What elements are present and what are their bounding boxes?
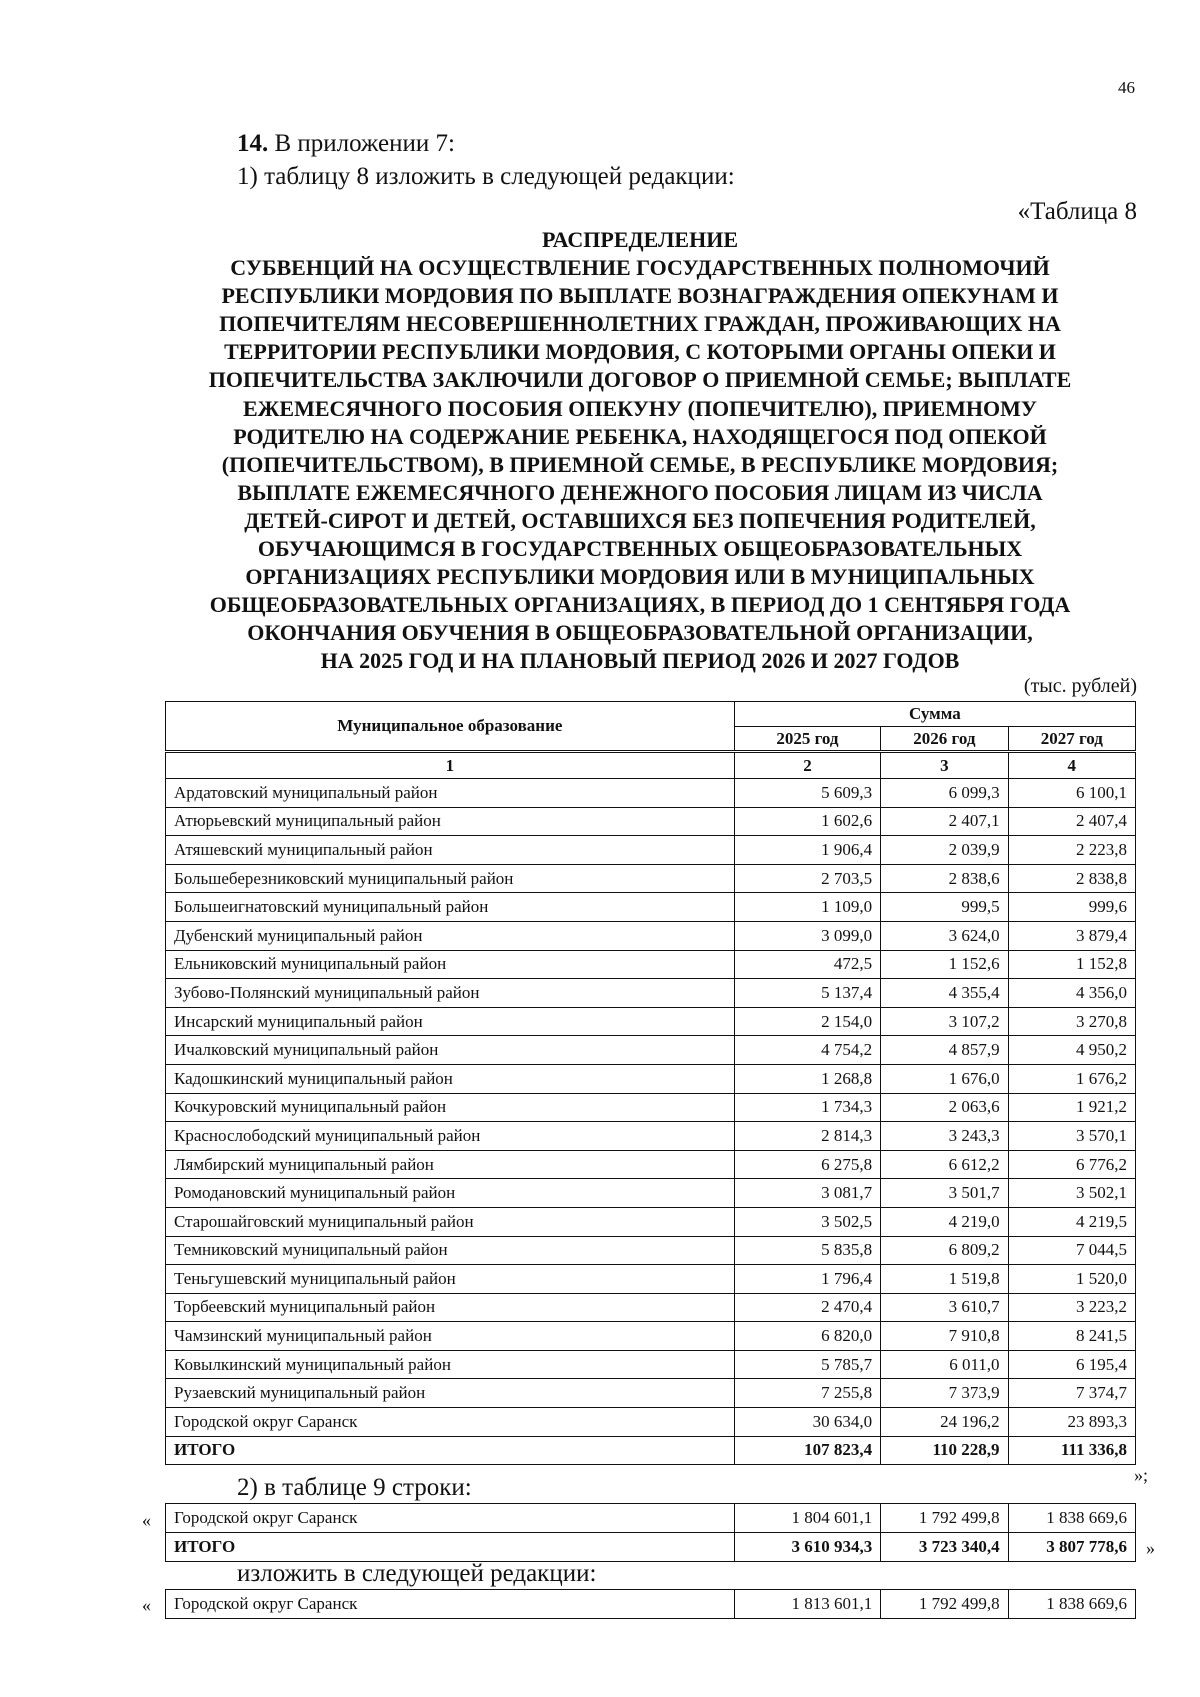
total-2027: 111 336,8 [1008,1436,1135,1465]
total-2026: 110 228,9 [881,1436,1008,1465]
row-2026: 1 519,8 [881,1265,1008,1294]
table-row [166,979,1136,1008]
row-2025: 3 081,7 [734,1179,880,1208]
row-2027: 1 921,2 [1008,1093,1135,1122]
row-2026: 3 107,2 [881,1007,1008,1036]
table-row [166,1093,1136,1122]
row-2025: 3 610 934,3 [734,1533,880,1562]
row-name: Зубово-Полянский муниципальный район [166,979,735,1008]
table-row [166,864,1136,893]
row-2026: 3 624,0 [881,921,1008,950]
subitem-3: изложить в следующей редакции: [237,1560,597,1587]
row-2026: 24 196,2 [881,1408,1008,1437]
row-name: Ельниковский муниципальный район [166,950,735,979]
table-row [166,1590,1136,1619]
row-2026: 3 610,7 [881,1293,1008,1322]
table-row [166,1007,1136,1036]
row-2025: 2 814,3 [734,1122,880,1151]
table-row [166,1350,1136,1379]
table-row [166,1207,1136,1236]
row-2025: 1 813 601,1 [734,1590,880,1619]
row-2025: 5 785,7 [734,1350,880,1379]
row-2025: 7 255,8 [734,1379,880,1408]
row-2027: 6 100,1 [1008,779,1135,808]
row-2027: 1 152,8 [1008,950,1135,979]
row-2027: 3 502,1 [1008,1179,1135,1208]
table-row [166,1150,1136,1179]
index-col-2: 2 [734,752,880,779]
open-quote: « [142,1595,151,1615]
row-2025: 2 154,0 [734,1007,880,1036]
row-name: Ромодановский муниципальный район [166,1179,735,1208]
row-2027: 7 044,5 [1008,1236,1135,1265]
row-2025: 472,5 [734,950,880,979]
header-year-2026: 2026 год [881,727,1008,752]
table-row [166,836,1136,865]
row-2026: 1 792 499,8 [881,1590,1008,1619]
table-row [166,1265,1136,1294]
row-name: Атюрьевский муниципальный район [166,807,735,836]
row-name: Атяшевский муниципальный район [166,836,735,865]
header-municipality: Муниципальное образование [166,702,735,752]
table9-new-rows [165,1589,1136,1619]
table-closing-mark: »; [1134,1465,1149,1485]
row-2026: 6 612,2 [881,1150,1008,1179]
row-name: Кадошкинский муниципальный район [166,1064,735,1093]
row-name: Инсарский муниципальный район [166,1007,735,1036]
row-2026: 3 723 340,4 [881,1533,1008,1562]
row-name: Краснослободский муниципальный район [166,1122,735,1151]
heading-line: РОДИТЕЛЮ НА СОДЕРЖАНИЕ РЕБЕНКА, НАХОДЯЩЕГОСЯ ПОД ОПЕКОЙ [233,423,1047,449]
row-2027: 23 893,3 [1008,1408,1135,1437]
row-2026: 999,5 [881,893,1008,922]
row-name: Дубенский муниципальный район [166,921,735,950]
units-label: (тыс. рублей) [1023,675,1137,697]
heading-line: ВЫПЛАТЕ ЕЖЕМЕСЯЧНОГО ДЕНЕЖНОГО ПОСОБИЯ ЛИЦАМ ИЗ ЧИСЛА [237,479,1043,505]
table-row [166,1322,1136,1351]
row-2025: 1 906,4 [734,836,880,865]
row-2026: 3 243,3 [881,1122,1008,1151]
open-quote: « [142,1510,151,1530]
total-row [166,1436,1136,1465]
row-name: Городской округ Саранск [166,1504,735,1533]
row-name: Большеберезниковский муниципальный район [166,864,735,893]
row-2026: 7 910,8 [881,1322,1008,1351]
heading-line: ОРГАНИЗАЦИЯХ РЕСПУБЛИКИ МОРДОВИЯ ИЛИ В МУНИЦИПАЛЬНЫХ [245,564,1035,590]
row-2027: 6 776,2 [1008,1150,1135,1179]
row-2025: 3 099,0 [734,921,880,950]
table-row [166,779,1136,808]
row-2025: 6 275,8 [734,1150,880,1179]
row-name: Рузаевский муниципальный район [166,1379,735,1408]
row-2025: 1 109,0 [734,893,880,922]
row-2026: 6 099,3 [881,779,1008,808]
table-label: «Таблица 8 [1017,198,1137,225]
row-name: Городской округ Саранск [166,1408,735,1437]
row-2025: 1 796,4 [734,1265,880,1294]
row-2025: 5 835,8 [734,1236,880,1265]
row-2027: 1 520,0 [1008,1265,1135,1294]
heading-line: ПОПЕЧИТЕЛЬСТВА ЗАКЛЮЧИЛИ ДОГОВОР О ПРИЕМНОЙ СЕМЬЕ; ВЫПЛАТЕ [208,367,1072,393]
table-row [166,1293,1136,1322]
item-text: В приложении 7: [268,130,455,157]
row-2025: 6 820,0 [734,1322,880,1351]
row-2027: 2 838,8 [1008,864,1135,893]
row-2025: 1 734,3 [734,1093,880,1122]
row-2025: 1 602,6 [734,807,880,836]
row-2027: 6 195,4 [1008,1350,1135,1379]
heading-line: НА 2025 ГОД И НА ПЛАНОВЫЙ ПЕРИОД 2026 И 2027 ГОДОВ [320,648,960,674]
table-row [166,921,1136,950]
subitem-1: 1) таблицу 8 изложить в следующей редакции: [237,163,735,190]
table-row [166,950,1136,979]
heading-line: ОБУЧАЮЩИМСЯ В ГОСУДАРСТВЕННЫХ ОБЩЕОБРАЗОВАТЕЛЬНЫХ [257,536,1023,562]
row-2027: 1 838 669,6 [1008,1504,1135,1533]
table-row [166,1122,1136,1151]
row-2025: 5 137,4 [734,979,880,1008]
table-row [166,1036,1136,1065]
row-2027: 1 676,2 [1008,1064,1135,1093]
row-2026: 4 857,9 [881,1036,1008,1065]
row-2026: 1 792 499,8 [881,1504,1008,1533]
row-2025: 1 268,8 [734,1064,880,1093]
table-row [166,807,1136,836]
row-2025: 30 634,0 [734,1408,880,1437]
row-2026: 4 219,0 [881,1207,1008,1236]
row-2026: 1 152,6 [881,950,1008,979]
heading-line: ДЕТЕЙ-СИРОТ И ДЕТЕЙ, ОСТАВШИХСЯ БЕЗ ПОПЕЧЕНИЯ РОДИТЕЛЕЙ, [244,507,1036,533]
heading-line: РЕСПУБЛИКИ МОРДОВИЯ ПО ВЫПЛАТЕ ВОЗНАГРАЖДЕНИЯ ОПЕКУНАМ И [221,283,1059,309]
heading-line: РАСПРЕДЕЛЕНИЕ [541,227,738,252]
row-2025: 1 804 601,1 [734,1504,880,1533]
subitem-2: 2) в таблице 9 строки: [237,1474,472,1501]
table-row [166,1408,1136,1437]
row-2026: 2 063,6 [881,1093,1008,1122]
section-item-14 [237,130,455,158]
row-2025: 2 703,5 [734,864,880,893]
heading-line: ТЕРРИТОРИИ РЕСПУБЛИКИ МОРДОВИЯ, С КОТОРЫМИ ОРГАНЫ ОПЕКИ И [224,339,1056,365]
index-col-3: 3 [881,752,1008,779]
table-row [166,893,1136,922]
item-number: 14. [237,130,269,157]
row-2026: 4 355,4 [881,979,1008,1008]
table-row [166,1236,1136,1265]
row-name: Ардатовский муниципальный район [166,779,735,808]
row-name: Лямбирский муниципальный район [166,1150,735,1179]
row-2025: 3 502,5 [734,1207,880,1236]
row-name: Торбеевский муниципальный район [166,1293,735,1322]
row-name: Темниковский муниципальный район [166,1236,735,1265]
row-2027: 4 356,0 [1008,979,1135,1008]
row-2027: 2 407,4 [1008,807,1135,836]
heading-line: (ПОПЕЧИТЕЛЬСТВОМ), В ПРИЕМНОЙ СЕМЬЕ, В РЕСПУБЛИКЕ МОРДОВИЯ; [221,451,1059,477]
row-2027: 3 223,2 [1008,1293,1135,1322]
header-year-2027: 2027 год [1008,727,1135,752]
row-2027: 3 879,4 [1008,921,1135,950]
row-2027: 7 374,7 [1008,1379,1135,1408]
row-2026: 2 407,1 [881,807,1008,836]
row-2026: 2 838,6 [881,864,1008,893]
row-2027: 3 570,1 [1008,1122,1135,1151]
header-year-2025: 2025 год [734,727,880,752]
row-name: ИТОГО [166,1533,735,1562]
row-2027: 1 838 669,6 [1008,1590,1135,1619]
row-2026: 6 011,0 [881,1350,1008,1379]
row-2027: 3 807 778,6 [1008,1533,1135,1562]
distribution-table [165,701,1136,1465]
table-row [166,1533,1136,1562]
row-2027: 4 950,2 [1008,1036,1135,1065]
table-heading [150,226,1130,676]
heading-line: СУБВЕНЦИЙ НА ОСУЩЕСТВЛЕНИЕ ГОСУДАРСТВЕННЫХ ПОЛНОМОЧИЙ [230,255,1050,281]
close-quote: » [1146,1538,1155,1558]
page-number: 46 [1118,78,1135,97]
row-name: Старошайговский муниципальный район [166,1207,735,1236]
row-2025: 5 609,3 [734,779,880,808]
row-name: Городской округ Саранск [166,1590,735,1619]
header-sum: Сумма [734,702,1135,727]
row-2027: 4 219,5 [1008,1207,1135,1236]
heading-line: ПОПЕЧИТЕЛЯМ НЕСОВЕРШЕННОЛЕТНИХ ГРАЖДАН, ПРОЖИВАЮЩИХ НА [219,311,1061,337]
row-name: Теньгушевский муниципальный район [166,1265,735,1294]
table9-old-rows [165,1503,1136,1562]
row-2025: 4 754,2 [734,1036,880,1065]
row-name: Кочкуровский муниципальный район [166,1093,735,1122]
index-col-4: 4 [1008,752,1135,779]
heading-line: ЕЖЕМЕСЯЧНОГО ПОСОБИЯ ОПЕКУНУ (ПОПЕЧИТЕЛЮ), ПРИЕМНОМУ [243,395,1037,421]
heading-line: ОБЩЕОБРАЗОВАТЕЛЬНЫХ ОРГАНИЗАЦИЯХ, В ПЕРИОД ДО 1 СЕНТЯБРЯ ГОДА [209,592,1071,618]
row-name: Чамзинский муниципальный район [166,1322,735,1351]
table-row [166,1504,1136,1533]
row-name: Ичалковский муниципальный район [166,1036,735,1065]
total-2025: 107 823,4 [734,1436,880,1465]
row-2026: 1 676,0 [881,1064,1008,1093]
table-row [166,1064,1136,1093]
row-2026: 7 373,9 [881,1379,1008,1408]
row-name: Большеигнатовский муниципальный район [166,893,735,922]
row-2027: 2 223,8 [1008,836,1135,865]
row-2025: 2 470,4 [734,1293,880,1322]
table-row [166,1179,1136,1208]
index-col-1: 1 [166,752,735,779]
row-2027: 8 241,5 [1008,1322,1135,1351]
table-row [166,1379,1136,1408]
row-2026: 3 501,7 [881,1179,1008,1208]
row-2026: 2 039,9 [881,836,1008,865]
row-2027: 3 270,8 [1008,1007,1135,1036]
row-2027: 999,6 [1008,893,1135,922]
total-label: ИТОГО [166,1436,735,1465]
heading-line: ОКОНЧАНИЯ ОБУЧЕНИЯ В ОБЩЕОБРАЗОВАТЕЛЬНОЙ ОРГАНИЗАЦИИ, [247,620,1033,646]
row-name: Ковылкинский муниципальный район [166,1350,735,1379]
row-2026: 6 809,2 [881,1236,1008,1265]
